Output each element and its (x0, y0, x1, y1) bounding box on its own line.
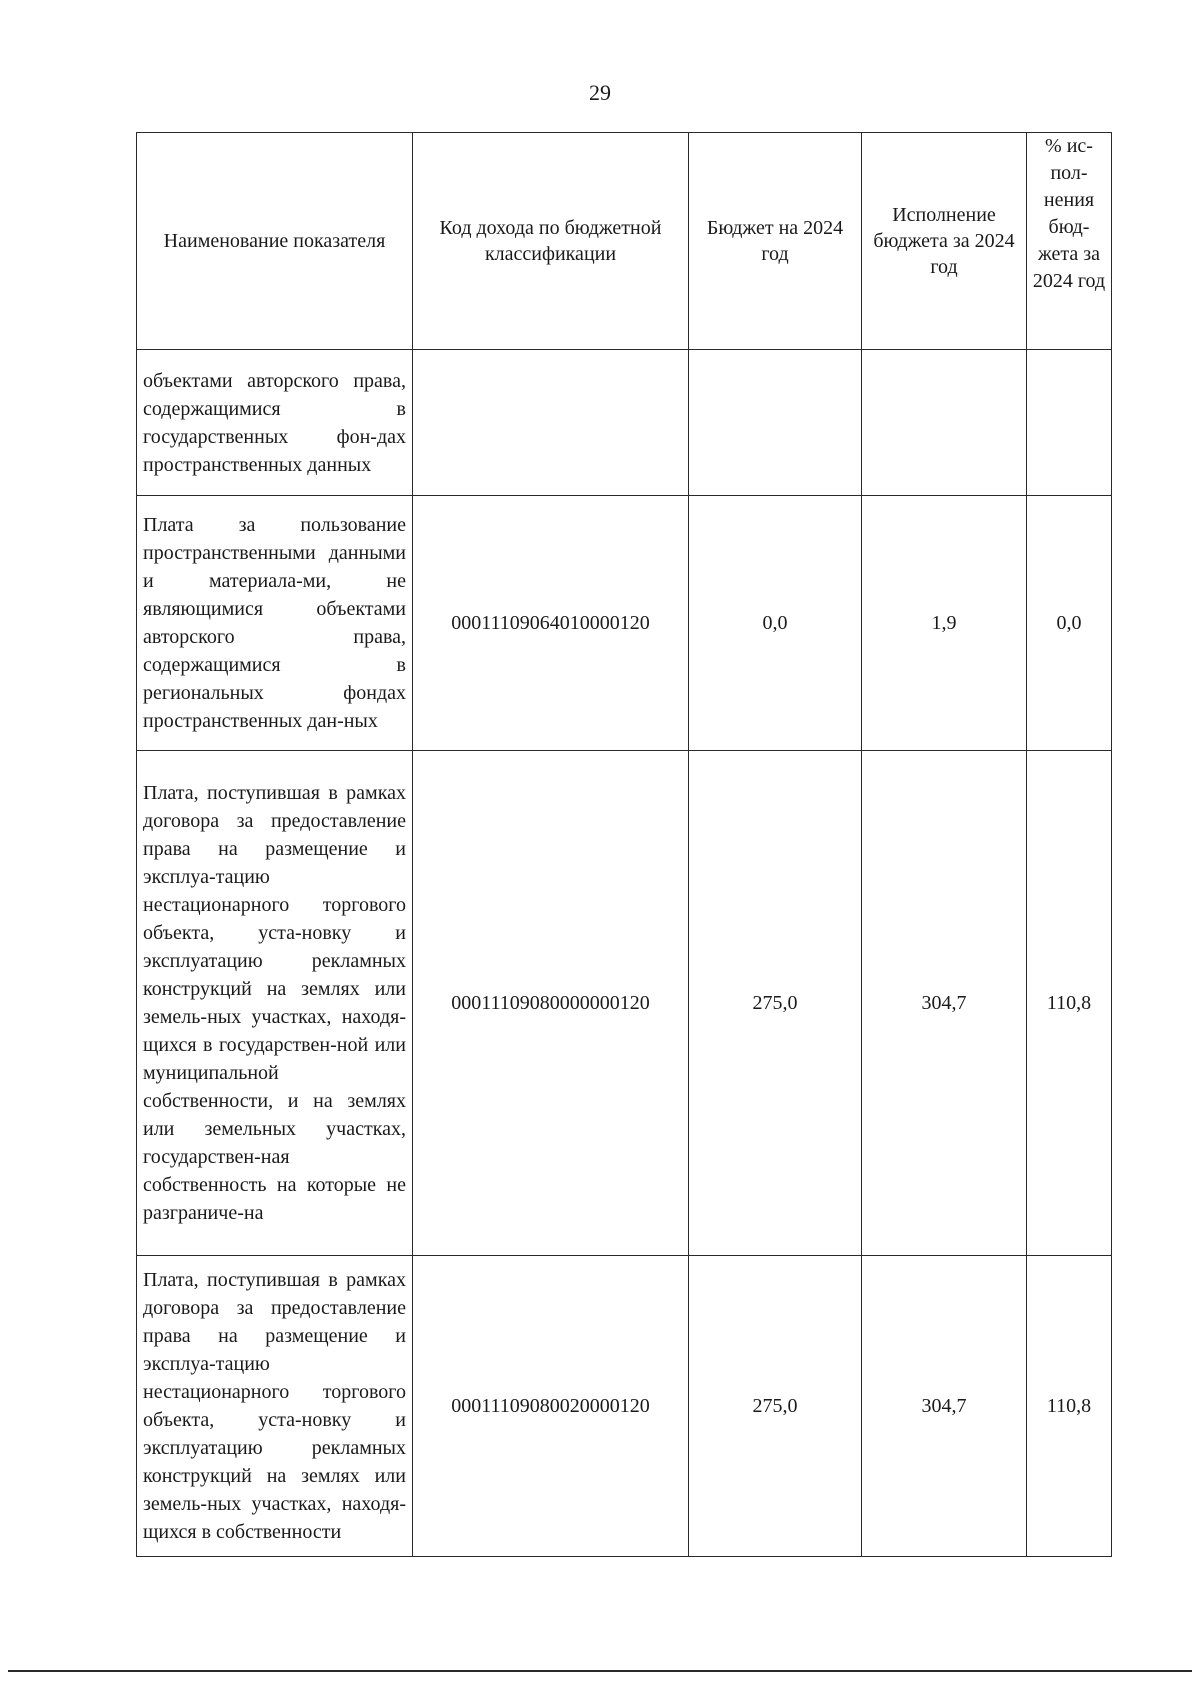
cell-name: Плата, поступившая в рамках договора за предоставление права на размещение и эксплуа-тацию нестационарного торгового объекта, уста-новку и эксплуатацию рекламных конструкций на землях или земель-ных участках, находя-щихся в государствен-ной или муниципальной собственности, и на землях или земельных участках, государствен-ная собственность на которые не разграниче-на (137, 751, 413, 1256)
cell-budget (689, 350, 862, 496)
table-header-row (137, 133, 1112, 350)
cell-name: Плата за пользование пространственными данными и материала-ми, не являющимися объектами авторского права, содержащимися в региональных фондах пространственных дан-ных (137, 496, 413, 751)
table-row (137, 496, 1112, 751)
cell-execution: 304,7 (862, 751, 1027, 1256)
cell-code: 00011109064010000120 (413, 496, 689, 751)
header-percent: % ис-пол-нения бюд-жета за 2024 год (1027, 133, 1112, 350)
header-code: Код дохода по бюджетной классификации (413, 133, 689, 350)
cell-code (413, 350, 689, 496)
table-row (137, 350, 1112, 496)
cell-code: 00011109080000000120 (413, 751, 689, 1256)
cell-percent (1027, 350, 1112, 496)
cell-percent: 110,8 (1027, 1256, 1112, 1557)
cell-execution (862, 350, 1027, 496)
header-budget: Бюджет на 2024 год (689, 133, 862, 350)
budget-table (136, 132, 1112, 1557)
cell-name: объектами авторского права, содержащимися в государственных фон-дах пространственных данных (137, 350, 413, 496)
header-name: Наименование показателя (137, 133, 413, 350)
header-execution: Исполнение бюджета за 2024 год (862, 133, 1027, 350)
table-row (137, 1256, 1112, 1557)
cell-budget: 275,0 (689, 1256, 862, 1557)
table-row (137, 751, 1112, 1256)
cell-percent: 0,0 (1027, 496, 1112, 751)
cell-budget: 0,0 (689, 496, 862, 751)
cell-percent: 110,8 (1027, 751, 1112, 1256)
cell-execution: 304,7 (862, 1256, 1027, 1557)
page-bottom-rule (8, 1670, 1192, 1672)
cell-name: Плата, поступившая в рамках договора за предоставление права на размещение и эксплуа-тацию нестационарного торгового объекта, уста-новку и эксплуатацию рекламных конструкций на землях или земель-ных участках, находя-щихся в собственности (137, 1256, 413, 1557)
cell-code: 00011109080020000120 (413, 1256, 689, 1557)
cell-execution: 1,9 (862, 496, 1027, 751)
cell-budget: 275,0 (689, 751, 862, 1256)
page-number: 29 (589, 80, 611, 105)
